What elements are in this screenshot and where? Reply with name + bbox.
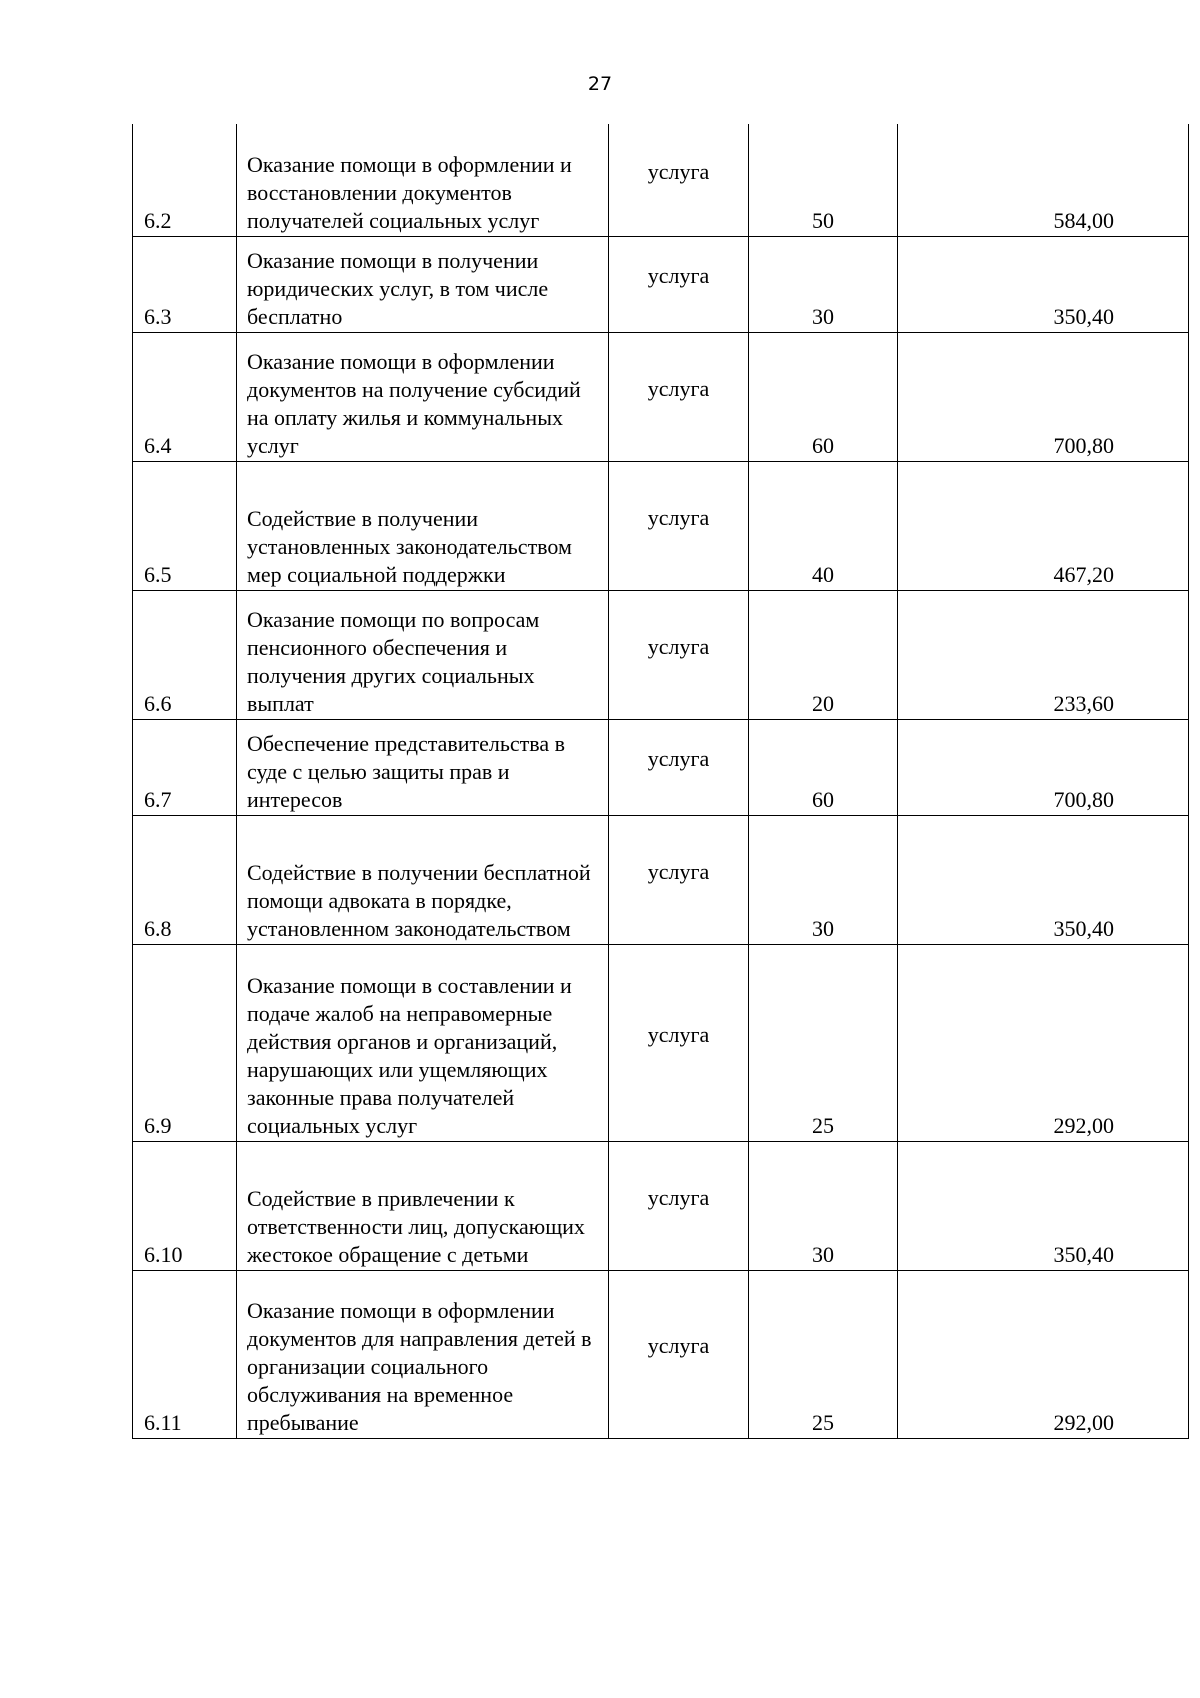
row-number-cell: 6.10 <box>133 1141 237 1270</box>
row-number-cell: 6.6 <box>133 590 237 719</box>
service-name-cell: Оказание помощи в получении юридических услуг, в том числе бесплатно <box>237 236 609 332</box>
service-name-cell: Содействие в получении установленных законодательством мер социальной поддержки <box>237 461 609 590</box>
row-number-cell: 6.7 <box>133 719 237 815</box>
service-name-cell: Оказание помощи в составлении и подаче жалоб на неправомерные действия органов и организаций, нарушающих или ущемляющих законные права получателей социальных услуг <box>237 944 609 1141</box>
quantity-cell: 50 <box>749 124 898 236</box>
service-name-cell: Оказание помощи в оформлении документов на получение субсидий на оплату жилья и коммунальных услуг <box>237 332 609 461</box>
table-row <box>133 1270 1189 1438</box>
row-number-cell: 6.3 <box>133 236 237 332</box>
quantity-cell: 60 <box>749 719 898 815</box>
unit-cell <box>609 124 749 236</box>
price-cell: 233,60 <box>898 590 1189 719</box>
unit-cell <box>609 719 749 815</box>
quantity-cell: 20 <box>749 590 898 719</box>
table-row <box>133 719 1189 815</box>
quantity-cell: 25 <box>749 944 898 1141</box>
table-row <box>133 944 1189 1141</box>
row-number-cell: 6.2 <box>133 124 237 236</box>
table-row <box>133 461 1189 590</box>
price-cell: 350,40 <box>898 815 1189 944</box>
unit-cell <box>609 944 749 1141</box>
service-name-cell: Оказание помощи в оформлении и восстановлении документов получателей социальных услуг <box>237 124 609 236</box>
service-name-cell: Обеспечение представительства в суде с целью защиты прав и интересов <box>237 719 609 815</box>
unit-label: услуга <box>647 1021 710 1047</box>
table-row <box>133 124 1189 236</box>
table-row <box>133 1141 1189 1270</box>
unit-cell <box>609 1141 749 1270</box>
row-number-cell: 6.5 <box>133 461 237 590</box>
table-row <box>133 332 1189 461</box>
unit-label: услуга <box>647 633 710 659</box>
quantity-cell: 25 <box>749 1270 898 1438</box>
service-name-cell: Оказание помощи в оформлении документов для направления детей в организации социального обслуживания на временное пребывание <box>237 1270 609 1438</box>
price-cell: 700,80 <box>898 719 1189 815</box>
unit-label: услуга <box>647 375 710 401</box>
unit-label: услуга <box>647 1333 710 1358</box>
unit-cell <box>609 590 749 719</box>
unit-cell <box>609 815 749 944</box>
row-number-cell: 6.11 <box>133 1270 237 1438</box>
unit-label: услуга <box>647 1184 710 1210</box>
service-name-cell: Содействие в привлечении к ответственности лиц, допускающих жестокое обращение с детьми <box>237 1141 609 1270</box>
quantity-cell: 40 <box>749 461 898 590</box>
unit-label: услуга <box>647 858 710 884</box>
unit-label: услуга <box>647 504 710 530</box>
unit-label: услуга <box>647 746 710 771</box>
price-cell: 292,00 <box>898 944 1189 1141</box>
service-name-cell: Оказание помощи по вопросам пенсионного обеспечения и получения других социальных выплат <box>237 590 609 719</box>
table-row <box>133 236 1189 332</box>
row-number-cell: 6.8 <box>133 815 237 944</box>
price-cell: 467,20 <box>898 461 1189 590</box>
table-row <box>133 590 1189 719</box>
service-name-cell: Содействие в получении бесплатной помощи адвоката в порядке, установленном законодательством <box>237 815 609 944</box>
quantity-cell: 30 <box>749 815 898 944</box>
price-cell: 584,00 <box>898 124 1189 236</box>
unit-cell <box>609 236 749 332</box>
row-number-cell: 6.9 <box>133 944 237 1141</box>
price-cell: 350,40 <box>898 236 1189 332</box>
quantity-cell: 30 <box>749 236 898 332</box>
price-cell: 700,80 <box>898 332 1189 461</box>
services-table <box>132 124 1189 1439</box>
price-cell: 350,40 <box>898 1141 1189 1270</box>
unit-cell <box>609 1270 749 1438</box>
price-cell: 292,00 <box>898 1270 1189 1438</box>
unit-label: услуга <box>647 263 710 288</box>
unit-label: услуга <box>647 158 710 184</box>
page-number: 27 <box>587 73 613 95</box>
unit-cell <box>609 461 749 590</box>
table-row <box>133 815 1189 944</box>
row-number-cell: 6.4 <box>133 332 237 461</box>
quantity-cell: 60 <box>749 332 898 461</box>
unit-cell <box>609 332 749 461</box>
quantity-cell: 30 <box>749 1141 898 1270</box>
